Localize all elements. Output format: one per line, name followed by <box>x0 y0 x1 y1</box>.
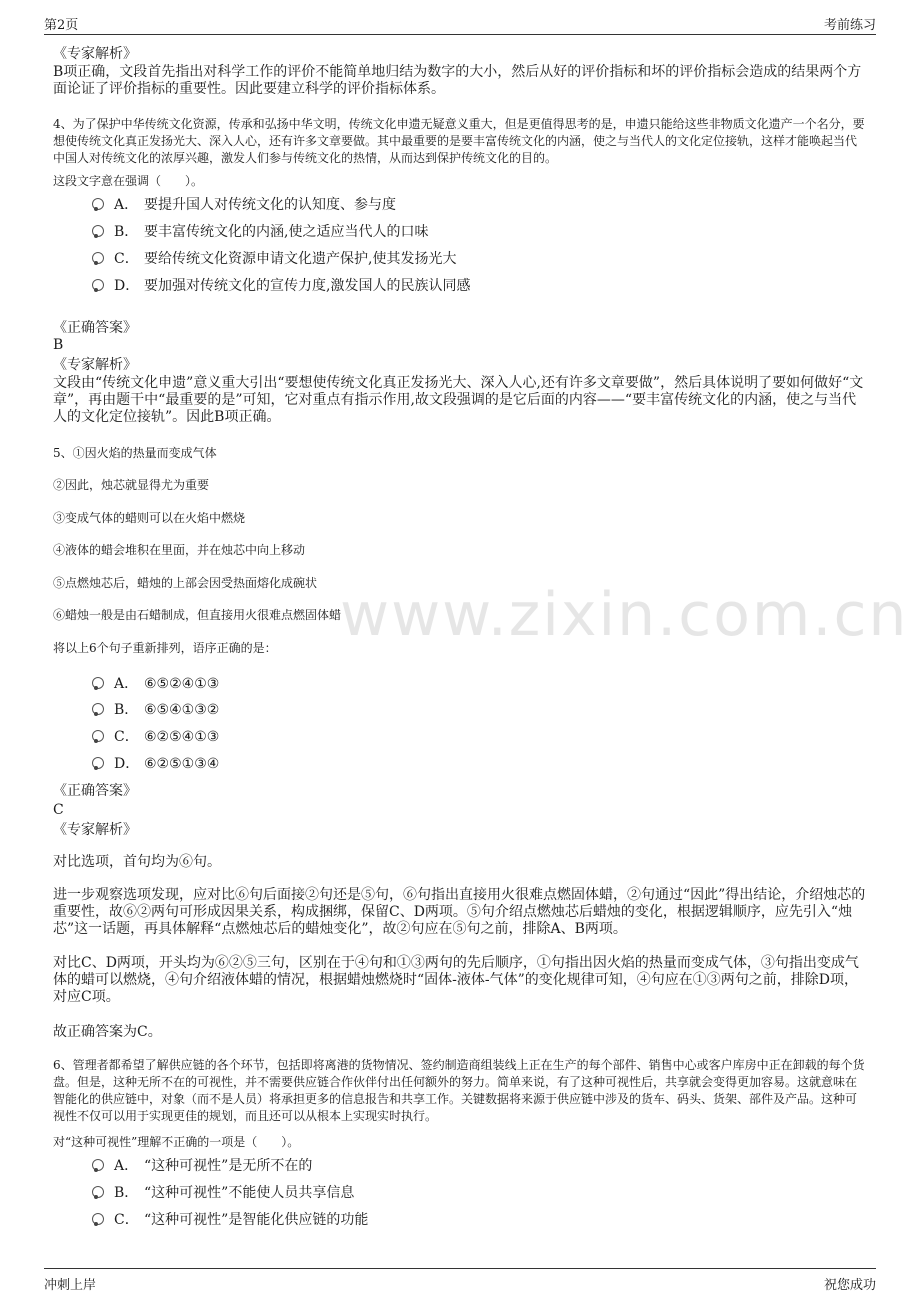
watermark: www.zixin.com.cn <box>340 580 909 650</box>
q5-expert-title: 《专家解析》 <box>53 822 137 838</box>
q5-sentence-2: ②因此，烛芯就显得尤为重要 <box>53 478 210 492</box>
radio-icon[interactable] <box>92 252 104 264</box>
q5-sentence-5: ⑤点燃烛芯后，蜡烛的上部会因受热面熔化成碗状 <box>53 576 318 590</box>
q4-option-b[interactable]: B． 要丰富传统文化的内涵,使之适应当代人的口味 <box>92 223 428 241</box>
q4-expert-title: 《专家解析》 <box>53 357 137 373</box>
radio-icon[interactable] <box>92 279 104 291</box>
q4-option-d[interactable]: D． 要加强对传统文化的宣传力度,激发国人的民族认同感 <box>92 277 470 295</box>
page-header <box>44 10 876 35</box>
q4-option-a[interactable]: A． 要提升国人对传统文化的认知度、参与度 <box>92 196 396 214</box>
q4-stem: 4、为了保护中华传统文化资源，传承和弘扬中华文明，传统文化申遗无疑意义重大，但是更值得思考的是，申遗只能给这些非物质文化遗产一个名分，要想使传统文化真正发扬光大、深入人心，还有许多文章要做。其中最重要的是要丰富传统文化的内涵，使之与当代人的文化定位接轨，这样才能唤起当代中国人对传统文化的浓厚兴趣，激发人们参与传统文化的热情，从而达到保护传统文化的目的。 <box>53 117 865 165</box>
q4-answer-title: 《正确答案》 <box>53 320 137 336</box>
q4-analysis: 文段由“传统文化申遗”意义重大引出“要想使传统文化真正发扬光大、深入人心,还有许多文章要做”，然后具体说明了要如何做好“文章”，再由题干中“最重要的是”可知，它对重点有指示作用,故文段强调的是它后面的内容——“要丰富传统文化的内涵，使之与当代人的文化定位接轨”。因此B项正确。 <box>53 375 864 425</box>
q5-analysis-p2: 进一步观察选项发现，应对比⑥句后面接②句还是⑤句，⑥句指出直接用火很难点燃固体蜡，②句通过“因此”得出结论，介绍烛芯的重要性，故⑥②两句可形成因果关系，构成捆绑，保留C、D两项。⑤句介绍点燃烛芯后蜡烛的变化，根据逻辑顺序，应先引入“烛芯”这一话题，再具体解释“点燃烛芯后的蜡烛变化”，故②句应在⑤句之前，排除A、B两项。 <box>53 887 866 937</box>
radio-icon[interactable] <box>92 1159 104 1171</box>
q3-analysis: B项正确，文段首先指出对科学工作的评价不能简单地归结为数字的大小，然后从好的评价指标和坏的评价指标会造成的结果两个方面论证了评价指标的重要性。因此要建立科学的评价指标体系。 <box>53 64 862 97</box>
radio-icon[interactable] <box>92 198 104 210</box>
q5-sentence-6: ⑥蜡烛一般是由石蜡制成，但直接用火很难点燃固体蜡 <box>53 608 342 622</box>
q5-sentence-4: ④液体的蜡会堆积在里面，并在烛芯中向上移动 <box>53 543 306 557</box>
q5-question: 将以上6个句子重新排列，语序正确的是： <box>53 641 277 655</box>
q5-analysis-p1: 对比选项，首句均为⑥句。 <box>53 854 221 870</box>
q5-answer: C <box>53 802 64 818</box>
q4-answer: B <box>53 337 64 353</box>
radio-icon[interactable] <box>92 1213 104 1225</box>
q5-analysis-p3: 对比C、D两项，开头均为⑥②⑤三句，区别在于④句和①③两句的先后顺序，①句指出因火焰的热量而变成气体，③句指出变成气体的蜡可以燃烧，④句介绍液体蜡的情况，根据蜡烛燃烧时“固体-液体-气体”的变化规律可知，④句应在①③两句之前，排除D项，对应C项。 <box>53 955 859 1005</box>
q6-option-b[interactable]: B． “这种可视性”不能使人员共享信息 <box>92 1184 354 1202</box>
q5-analysis-p4: 故正确答案为C。 <box>53 1024 162 1040</box>
q4-option-c[interactable]: C． 要给传统文化资源申请文化遗产保护,使其发扬光大 <box>92 250 456 268</box>
radio-icon[interactable] <box>92 757 104 769</box>
page-footer <box>44 1268 876 1297</box>
q5-sentence-1: 5、①因火焰的热量而变成气体 <box>53 446 217 460</box>
footer-right: 祝您成功 <box>823 1278 876 1293</box>
radio-icon[interactable] <box>92 1186 104 1198</box>
q6-option-a[interactable]: A． “这种可视性”是无所不在的 <box>92 1157 312 1175</box>
q6-option-c[interactable]: C． “这种可视性”是智能化供应链的功能 <box>92 1211 368 1229</box>
q5-option-d[interactable]: D． ⑥②⑤①③④ <box>92 755 219 773</box>
q6-question: 对“这种可视性”理解不正确的一项是（ ）。 <box>53 1135 300 1149</box>
page-number: 第2页 <box>44 18 79 33</box>
q5-answer-title: 《正确答案》 <box>53 783 137 799</box>
radio-icon[interactable] <box>92 225 104 237</box>
q5-option-a[interactable]: A． ⑥⑤②④①③ <box>92 675 219 693</box>
radio-icon[interactable] <box>92 730 104 742</box>
q5-option-c[interactable]: C． ⑥②⑤④①③ <box>92 728 219 746</box>
q6-stem: 6、管理者都希望了解供应链的各个环节，包括即将离港的货物情况、签约制造商组装线上正在生产的每个部件、销售中心或客户库房中正在卸载的每个货盘。但是，这种无所不在的可视性，并不需要供应链合作伙伴付出任何额外的努力。简单来说，有了这种可视性后，共享就会变得更加容易。这就意味在智能化的供应链中，对象（而不是人员）将承担更多的信息报告和共享工作。关键数据将来源于供应链中涉及的货车、码头、货架、部件及产品。这种可视性不仅可以用于实现更佳的规划，而且还可以从根本上实现实时执行。 <box>53 1058 865 1123</box>
q3-expert-title: 《专家解析》 <box>53 46 137 62</box>
radio-icon[interactable] <box>92 677 104 689</box>
q5-sentence-3: ③变成气体的蜡则可以在火焰中燃烧 <box>53 511 246 525</box>
header-title: 考前练习 <box>823 18 876 33</box>
footer-left: 冲刺上岸 <box>44 1278 97 1293</box>
q5-option-b[interactable]: B． ⑥⑤④①③② <box>92 701 219 719</box>
radio-icon[interactable] <box>92 703 104 715</box>
q4-question: 这段文字意在强调（ ）。 <box>53 174 204 188</box>
